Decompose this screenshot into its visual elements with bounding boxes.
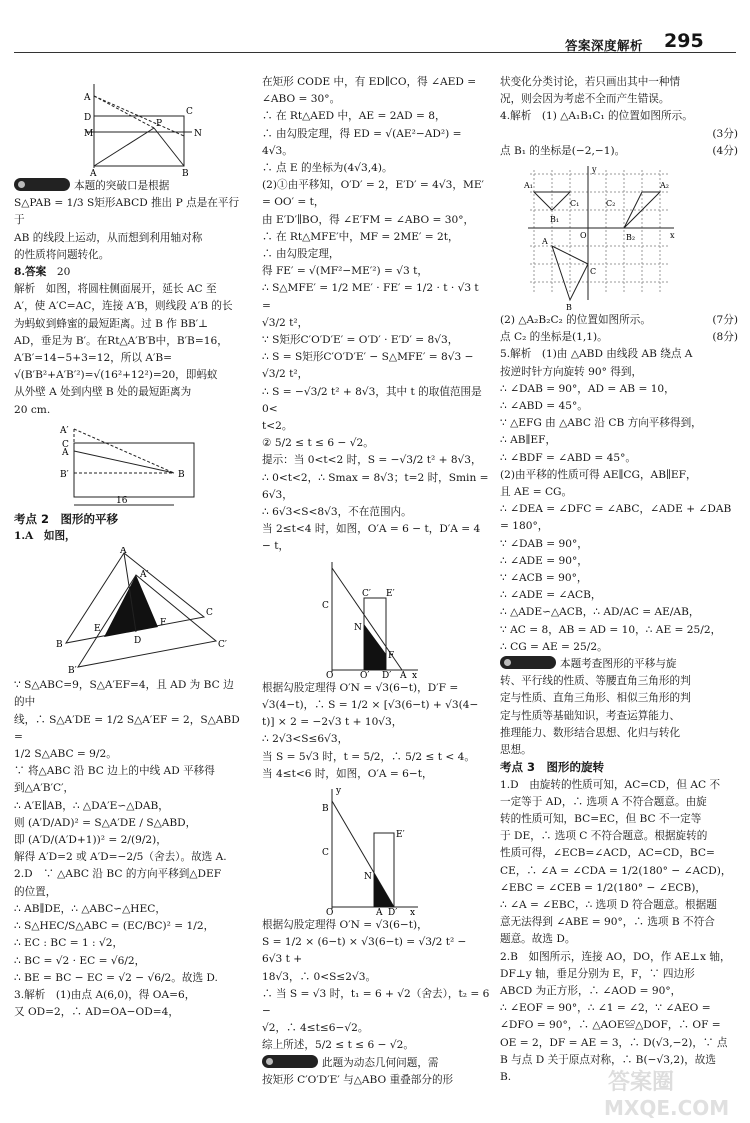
text-line: 提示：当 0<t<2 时，S = −√3/2 t² + 8√3，	[262, 454, 482, 467]
fig-label-x: x	[410, 907, 416, 915]
text-line: 由 E′D′∥BO，得 ∠E′FM = ∠ABO = 30°，	[262, 213, 475, 226]
section-heading-2: 考点 2 图形的平移	[14, 511, 119, 526]
figure-rectangle-pab	[74, 76, 224, 176]
watermark-text: MXQE.COM	[604, 1096, 730, 1119]
page-header	[0, 0, 750, 53]
fig-label-C2: C₂	[606, 199, 616, 209]
question-8-label: 8.答案	[14, 266, 47, 279]
text-line: 于 DE，∴ 选项 C 不符合题意。根据旋转的	[500, 830, 708, 843]
text-line: ∴ 由勾股定理，得 ED = √(AE²−AD²) = 4√3。	[262, 127, 462, 157]
text-line: ② 5/2 ≤ t ≤ 6 − √2。	[262, 437, 374, 450]
text-line: ∴ 在 Rt△MFE′中，MF = 2ME′ = 2t，	[262, 230, 459, 243]
fig-label-A: A	[62, 447, 69, 458]
fig-label-O: O	[326, 907, 334, 915]
text-line: 2.B 如图所示，连接 AO，DO，作 AE⊥x 轴，	[500, 950, 731, 963]
watermark-sub: 答案圈	[608, 1070, 675, 1095]
fig-label-M: M	[84, 129, 94, 139]
figure-overlap-case-1	[322, 558, 422, 678]
score-note: (8分)	[712, 331, 738, 344]
fig-label-A1: A₁	[524, 181, 533, 191]
text-line: 1.D 由旋转的性质可知，AC=CD，但 AC 不	[500, 778, 721, 791]
text-line: 则 (A′D/AD)² = S△A′DE / S△ABD，	[14, 816, 197, 829]
text-line: ∴ 点 E 的坐标为(4√3,4)。	[262, 162, 393, 175]
text-line: 即 (A′D/(A′D+1))² = 2/(9/2)，	[14, 834, 167, 847]
fig-label-B1: B₁	[550, 215, 560, 225]
fig-label-C: C	[206, 608, 213, 619]
figure-cylinder-unfold	[54, 421, 234, 509]
text-line: 从外壁 A 处到内壁 B 处的最短距离为	[14, 386, 192, 399]
text-line: ∴ 当 S = √3 时，t₁ = 6 + √2（舍去），t₂ = 6 −	[262, 987, 490, 1017]
text-line: 解得 A′D=2 或 A′D=−2/5（舍去）。故选 A.	[14, 851, 227, 864]
text-line: 根据勾股定理得 O′N = √3(6−t)，D′F =	[262, 681, 459, 694]
header-rule	[14, 52, 736, 53]
text-line: ∴ A′E∥AB，∴ △DA′E∽△DAB，	[14, 799, 169, 812]
text-line: ∴ 0<t<2，∴ Smax = 8√3；t=2 时，Smin = 6√3，	[262, 471, 489, 501]
text-line: 点 B₁ 的坐标是(−2,−1)。	[500, 144, 626, 157]
text-line: 2.D ∵ △ABC 沿 BC 的方向平移到△DEF	[14, 868, 222, 881]
fig-label-A2: A₂	[660, 181, 669, 191]
text-line: ∴ S = S矩形C′O′D′E′ − S△MFE′ = 8√3 − √3/2 t²，	[262, 351, 474, 381]
text-line: ABCD 为正方形，∴ ∠AOD = 90°，	[500, 984, 682, 997]
column-right	[500, 74, 738, 1086]
text-line: 定与性质等基础知识，考查运算能力、	[500, 709, 681, 722]
column-left	[14, 74, 240, 1021]
text-line: 当 4≤t<6 时，如图，O′A = 6−t，	[262, 767, 433, 780]
score-note: (3分)	[712, 127, 738, 140]
text-line: ∴ ∠DEA = ∠DFC = ∠ABC，∠ADE + ∠DAB	[500, 503, 732, 516]
text-line: ∴ BE = BC − EC = √2 − √6/2。故选 D.	[14, 971, 218, 984]
text-line: (2)①由平移知，O′D′ = 2，E′D′ = 4√3，ME′	[262, 179, 484, 192]
text-line: 本题的突破口是根据	[74, 180, 170, 192]
text-line: 线，∴ S△A′DE = 1/2 S△A′EF = 2，S△ABD =	[14, 713, 240, 743]
text-line: √3(4−t)，∴ S = 1/2 × [√3(6−t) + √3(4−	[262, 698, 479, 711]
fig-label-B: B	[566, 303, 572, 311]
text-line: ∴ S = −√3/2 t² + 8√3，其中 t 的取值范围是 0<	[262, 385, 482, 415]
text-line: 5.解析 (1)由 △ABD 由线段 AB 绕点 A	[500, 348, 693, 361]
header-title: 答案深度解析	[565, 38, 644, 53]
fig-label-N: N	[354, 622, 362, 633]
text-line: ∵ △EFG 由 △ABC 沿 CB 方向平移得到，	[500, 417, 702, 430]
text-line: 按矩形 C′O′D′E′ 与△ABO 重叠部分的形	[262, 1073, 454, 1086]
text-line: ∴ △ADE∽△ACB，∴ AD/AC = AE/AB，	[500, 606, 700, 619]
page-number: 295	[664, 30, 704, 52]
fig-label-B: B	[56, 640, 63, 651]
text-line: 推理能力、数形结合思想、化归与转化	[500, 726, 681, 739]
text-line: ∴ EC : BC = 1 : √2，	[14, 937, 124, 950]
text-line: A′B′=14−5+3=12，所以 A′B=	[14, 352, 173, 365]
fig-label-A-prime: A′	[60, 425, 69, 436]
text-line: ∴ 6√3<S<8√3，不在范围内。	[262, 506, 412, 519]
text-line: (2)由平移的性质可得 AE∥CG，AB∥EF，	[500, 468, 697, 481]
fig-label-A: A	[376, 907, 383, 915]
text-line: B 与点 D 关于原点对称，∴ B(−√3,2)，故选	[500, 1053, 716, 1066]
text-line: 当 S = 5√3 时，t = 5/2，∴ 5/2 ≤ t < 4。	[262, 750, 475, 763]
text-line: 的位置，	[14, 885, 57, 898]
watermark-logo	[598, 1063, 748, 1119]
fig-label-B-prime: B′	[68, 666, 77, 676]
fig-label-C: C	[322, 847, 329, 858]
text-line: = 180°，	[500, 520, 549, 533]
text-line: ∴ ∠BDF = ∠ABD = 45°。	[500, 451, 637, 464]
text-line: 意无法得到 ∠ABE = 90°，∴ 选项 B 不符合	[500, 916, 715, 929]
fig-label-D: D	[84, 113, 92, 123]
fig-label-x: x	[412, 670, 418, 678]
text-line: 转的性质可知，BC=EC，但 BC 不一定等	[500, 812, 702, 825]
fig-label-F: F	[160, 618, 167, 629]
fig-label-C: C	[186, 107, 193, 117]
score-note: (7分)	[712, 314, 738, 327]
text-line: 状变化分类讨论，若只画出其中一种情	[500, 76, 681, 88]
tip-badge-icon	[500, 656, 556, 669]
text-line: 转、平行线的性质、等腰直角三角形的判	[500, 675, 691, 688]
tip-badge-icon	[14, 178, 70, 191]
text-line: 18√3，∴ 0<S≤2√3。	[262, 970, 377, 983]
text-line: 在矩形 CODE 中，有 ED∥CO，得 ∠AED =	[262, 76, 477, 88]
fig-label-E-prime: E′	[396, 829, 405, 840]
text-line: 一定等于 AD，∴ 选项 A 不符合题意。由旋	[500, 795, 707, 808]
text-line: ∵ ∠ACB = 90°，	[500, 572, 588, 585]
fig-label-C1: C₁	[570, 199, 580, 209]
text-line: ∴ ∠ABD = 45°。	[500, 400, 588, 413]
text-line: √3/2 t²，	[262, 316, 309, 329]
text-line: ∴ AB∥EF，	[500, 434, 557, 447]
fig-label-B: B	[182, 169, 189, 176]
fig-label-A: A	[84, 93, 91, 103]
fig-label-B: B	[178, 469, 185, 480]
figure-triangle-translation	[54, 547, 234, 675]
text-line: ∠EBC = ∠CEB = 1/2(180° − ∠ECB)，	[500, 881, 706, 894]
text-line: 根据勾股定理得 O′N = √3(6−t)，	[262, 918, 428, 931]
fig-label-E-prime: E′	[386, 588, 395, 599]
text-line: ∴ ∠A = ∠EBC，∴ 选项 D 符合题意。根据题	[500, 898, 717, 911]
text-line: ∴ 在 Rt△AED 中，AE = 2AD = 8，	[262, 110, 446, 123]
text-line: ∵ S△ABC=9，S△A′EF=4，且 AD 为 BC 边的中	[14, 679, 234, 709]
fig-label-16: 16	[116, 495, 128, 506]
text-line: 4.解析 (1) △A₁B₁C₁ 的位置如图所示。	[500, 110, 693, 123]
fig-label-A: A	[400, 670, 407, 678]
text-line: ∴ ∠DAB = 90°，AD = AB = 10，	[500, 382, 675, 395]
text-line: = OO′ = t，	[262, 196, 325, 209]
fig-label-B-prime: B′	[60, 469, 69, 480]
text-line: 到△A′B′C′，	[14, 782, 75, 795]
text-line: A′，使 A′C=AC，连接 A′B，则线段 A′B 的长	[14, 300, 233, 313]
text-line: √2，∴ 4≤t≤6−√2。	[262, 1022, 369, 1035]
fig-label-D-prime: D′	[382, 670, 392, 678]
text-line: 3.解析 (1)由点 A(6,0)，得 OA=6，	[14, 988, 196, 1001]
fig-label-C: C	[322, 600, 329, 611]
fig-label-O-prime: O′	[360, 670, 370, 678]
fig-label-y: y	[336, 785, 342, 796]
text-line: 得 FE′ = √(MF²−ME′²) = √3 t，	[262, 265, 428, 278]
text-line: 当 2≤t<4 时，如图，O′A = 6 − t，D′A = 4 − t，	[262, 523, 481, 553]
fig-label-O: O	[580, 231, 587, 241]
tip-badge-icon	[262, 1055, 318, 1068]
text-line: 性质可得，∠ECB=∠ACD，AC=CD，BC=	[500, 847, 715, 860]
text-line: B.	[500, 1070, 512, 1083]
text-line: ∵ AC = 8，AB = AD = 10，∴ AE = 25/2，	[500, 623, 722, 636]
fig-label-x: x	[670, 231, 675, 241]
text-line: (2) △A₂B₂C₂ 的位置如图所示。	[500, 314, 651, 327]
fig-label-O: O	[326, 670, 334, 678]
fig-label-D: D	[134, 636, 142, 647]
text-line: ∵ ∠DAB = 90°，	[500, 537, 588, 550]
fig-label-A: A	[120, 547, 127, 557]
fig-label-N: N	[364, 871, 372, 882]
text-line: ∠ABO = 30°。	[262, 93, 341, 106]
fig-label-B: B	[322, 803, 329, 814]
text-line: ∴ 2√3<S≤6√3，	[262, 733, 349, 746]
fig-label-A-prime: A′	[140, 570, 149, 581]
text-line: √(B′B²+A′B′²)=√(16²+12²)=20，即蚂蚁	[14, 369, 218, 382]
text-line: 且 AE = CG。	[500, 486, 573, 499]
text-line: ∴ CG = AE = 25/2。	[500, 640, 608, 653]
text-line: 为蚂蚁到蜂蜜的最短距离。过 B 作 BB′⊥	[14, 317, 209, 330]
fig-label-D-prime: D′	[388, 907, 398, 915]
text-line: ∴ S△MFE′ = 1/2 ME′ · FE′ = 1/2 · t · √3 t =	[262, 282, 479, 312]
text-line: ∵ S矩形C′O′D′E′ = O′D′ · E′D′ = 8√3，	[262, 334, 459, 347]
fig-label-N: N	[194, 129, 202, 139]
fig-label-C: C	[62, 439, 69, 450]
text-line: AD，垂足为 B′。在Rt△A′B′B中，B′B=16，	[14, 334, 228, 347]
text-line: 点 C₂ 的坐标是(1,1)。	[500, 331, 608, 344]
question-8-answer: 20	[56, 266, 71, 279]
figure-coordinate-grid	[520, 162, 680, 310]
text-line: 此题为动态几何问题，需	[322, 1056, 439, 1069]
text-line: 20 cm.	[14, 403, 51, 416]
text-line: ∴ 由勾股定理，	[262, 248, 340, 261]
fig-label-C: C	[590, 267, 597, 277]
text-line: ∴ BC = √2 · EC = √6/2，	[14, 954, 146, 967]
text-line: 定与性质、直角三角形、相似三角形的判	[500, 692, 691, 705]
fig-label-C-prime: C′	[362, 588, 371, 599]
fig-label-B2: B₂	[626, 233, 636, 243]
text-line: 的性质将问题转化。	[14, 248, 110, 261]
text-line: 题意。故选 D。	[500, 933, 576, 946]
text-line: 本题考查图形的平移与旋	[560, 658, 677, 671]
text-line: 思想。	[500, 744, 532, 757]
text-line: S△PAB = 1/3 S矩形ABCD 推出 P 点是在平行于	[14, 197, 240, 227]
text-line: ∠DFO = 90°，∴ △AOE≌△DOF，∴ OF =	[500, 1019, 721, 1032]
text-line: 1/2 S△ABC = 9/2。	[14, 748, 117, 761]
fig-label-A2: A	[90, 169, 97, 176]
text-line: ∴ ∠ADE = ∠ACB，	[500, 589, 602, 602]
text-line: 又 OD=2，∴ AD=OA−OD=4，	[14, 1006, 179, 1019]
text-line: ∴ AB∥DE，∴ △ABC∽△HEC，	[14, 902, 166, 915]
text-line: ∴ ∠ADE = 90°，	[500, 554, 588, 567]
text-line: S = 1/2 × (6−t) × √3(6−t) = √3/2 t² − 6√3 t +	[262, 936, 467, 966]
text-line: t<2。	[262, 420, 293, 433]
text-line: ∴ S△HEC/S△ABC = (EC/BC)² = 1/2，	[14, 920, 215, 933]
fig-label-P: P	[156, 119, 163, 129]
fig-label-E: E	[94, 624, 101, 635]
text-line: CE，∴ ∠A = ∠CDA = 1/2(180° − ∠ACD)，	[500, 864, 732, 877]
text-line: ∴ ∠EOF = 90°，∴ ∠1 = ∠2，∵ ∠AEO =	[500, 1002, 711, 1015]
fig-label-y: y	[592, 165, 597, 175]
text-line: 解析 如图，将圆柱侧面展开，延长 AC 至	[14, 283, 217, 296]
score-note: (4分)	[712, 144, 738, 157]
fig-label-A: A	[542, 237, 548, 247]
text-line: ∵ 将△ABC 沿 BC 边上的中线 AD 平移得	[14, 765, 215, 778]
fig-label-C-prime: C′	[218, 640, 227, 651]
text-line: AB 的线段上运动，从而想到利用轴对称	[14, 231, 203, 244]
column-middle	[262, 74, 490, 1089]
section-heading-3: 考点 3 图形的旋转	[500, 760, 605, 775]
question-1-label: 1.A 如图，	[14, 530, 76, 543]
text-line: DF⊥y 轴，垂足分别为 E，F，∵ 四边形	[500, 967, 695, 980]
text-line: 按逆时针方向旋转 90° 得到，	[500, 365, 643, 378]
figure-overlap-case-2	[322, 785, 422, 915]
text-line: 综上所述，5/2 ≤ t ≤ 6 − √2。	[262, 1039, 414, 1052]
fig-label-F: F	[388, 650, 395, 661]
text-line: 况，则会因为考虑不全而产生错误。	[500, 93, 670, 106]
text-line: OE = 2，DF = AE = 3，∴ D(√3,−2)，∵ 点	[500, 1036, 728, 1049]
text-line: t)] × 2 = −2√3 t + 10√3，	[262, 716, 403, 729]
